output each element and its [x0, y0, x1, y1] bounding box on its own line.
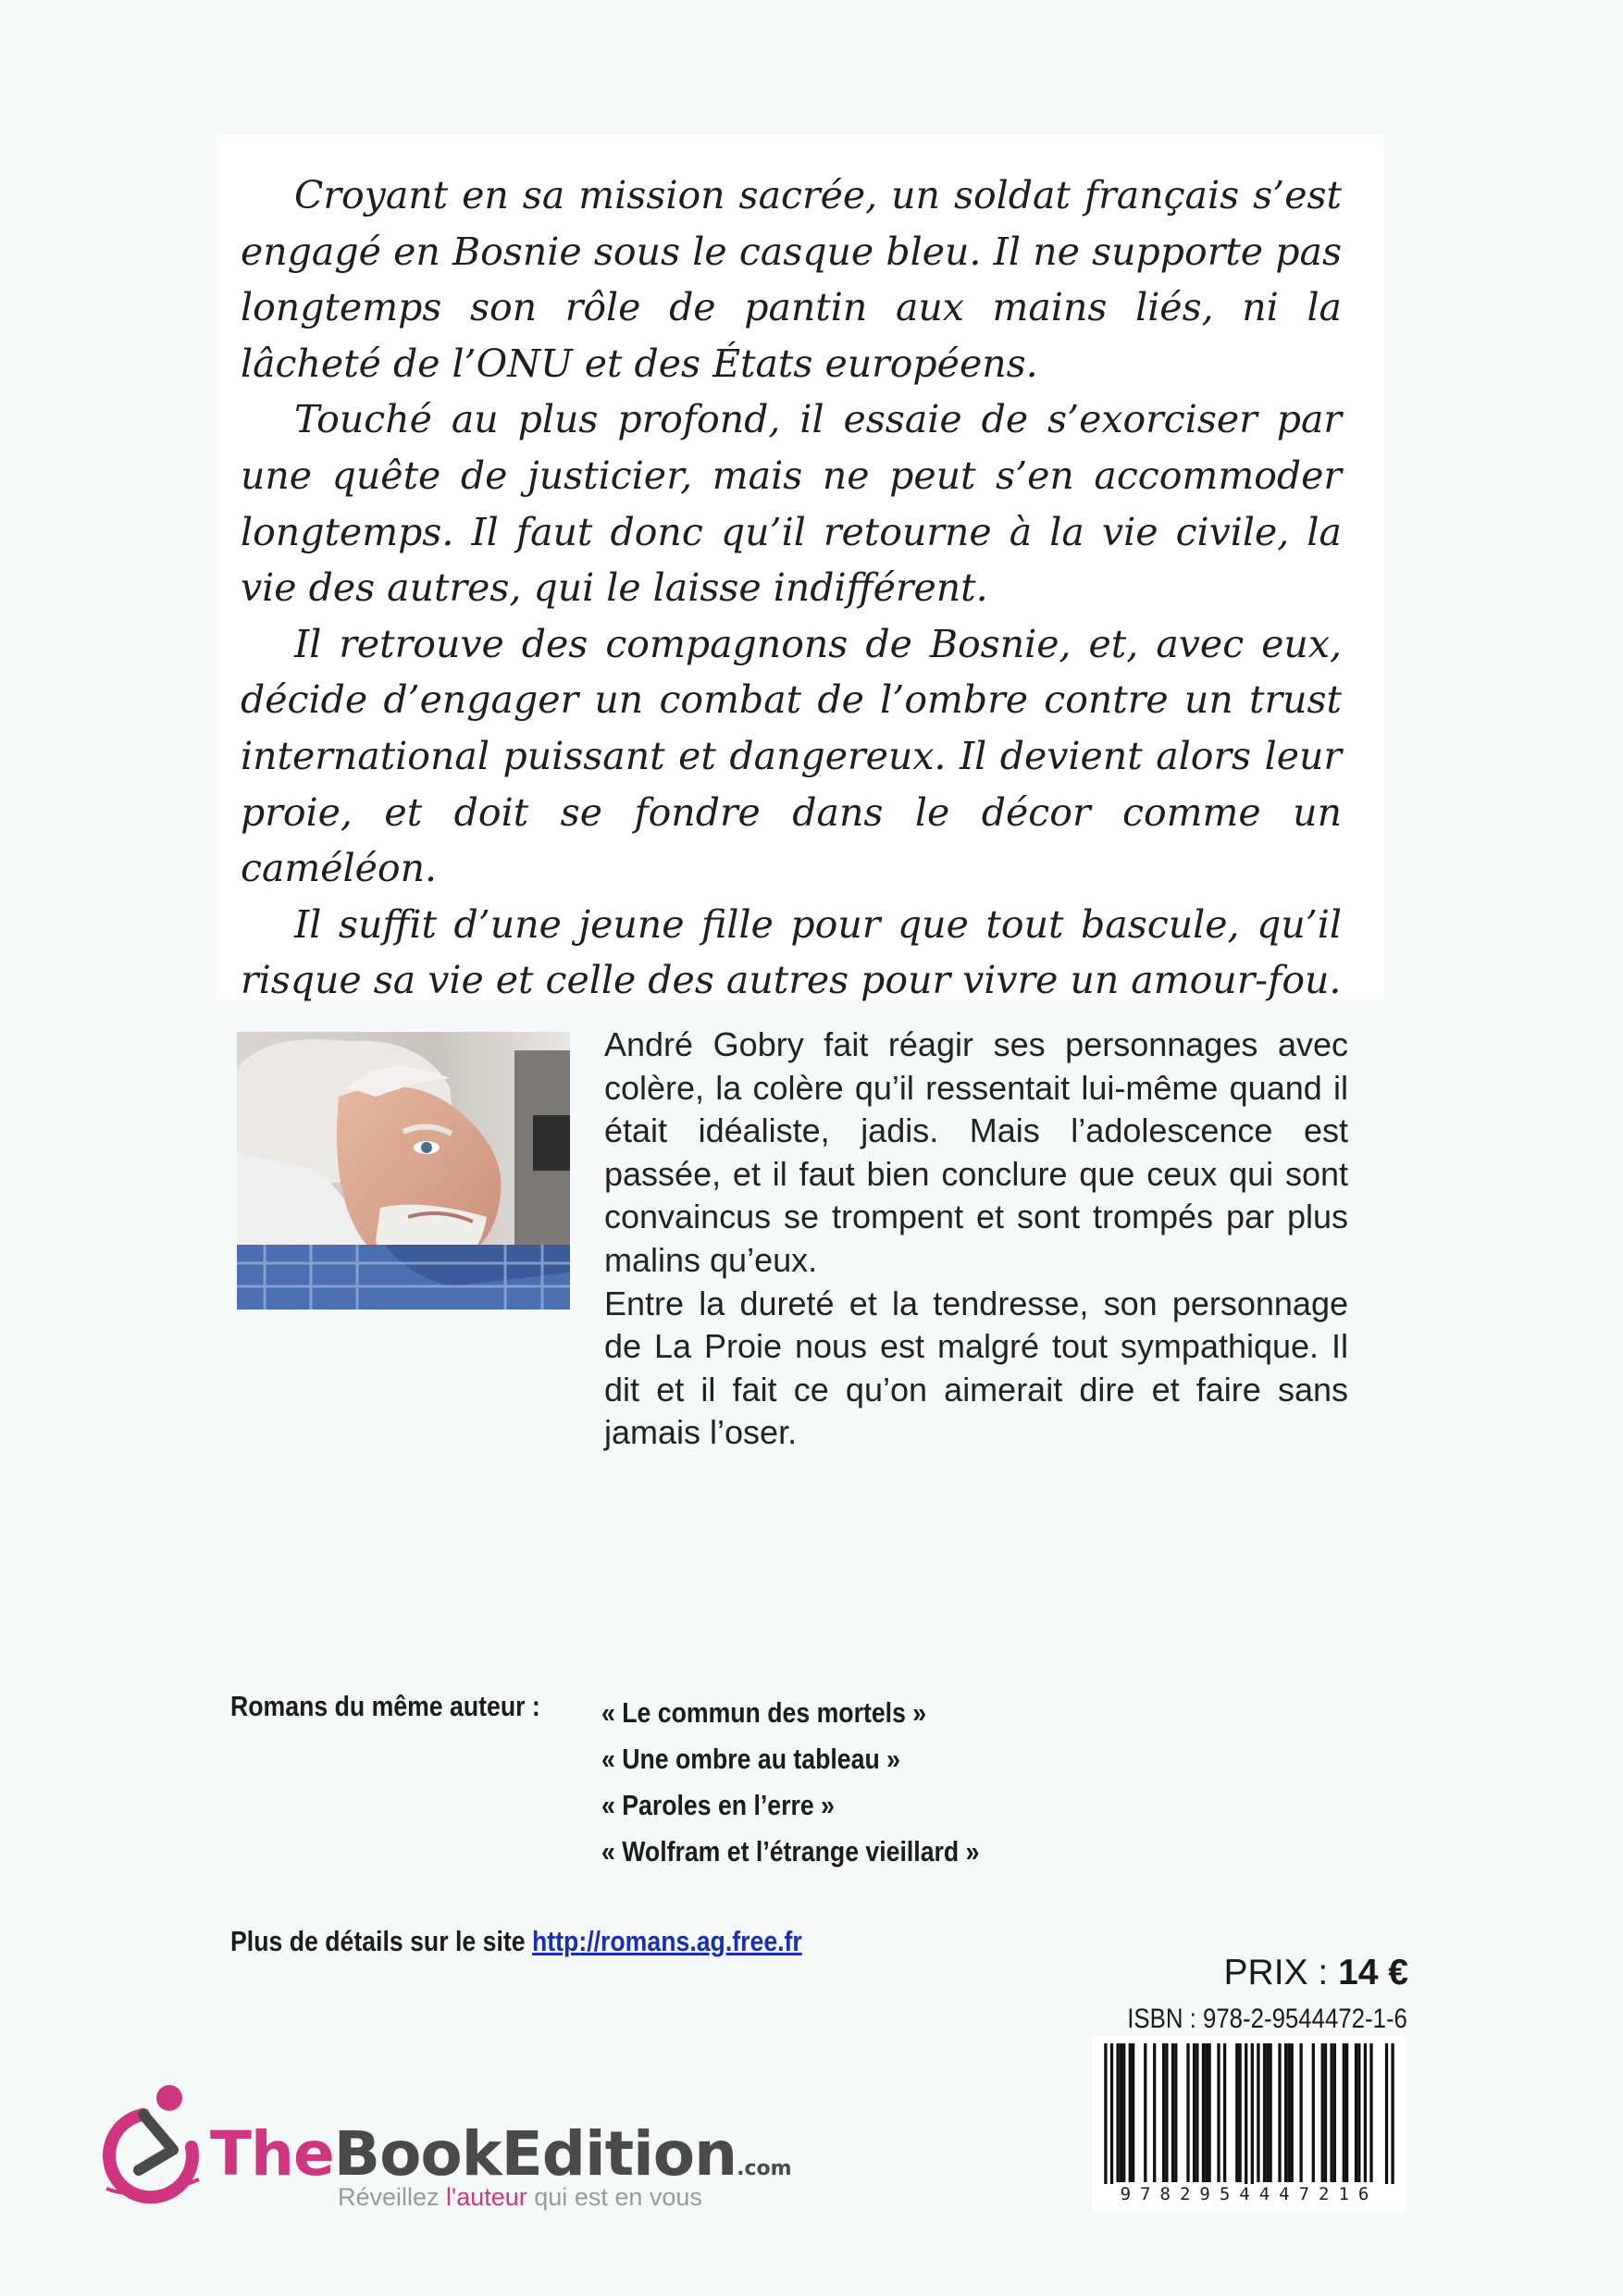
blurb-paragraph: Il retrouve des compagnons de Bosnie, et, avec eux, décide d’engager un combat de l’ombre contre un trust international puissant et dangereux. Il devient alors leur proie, et doit se fondre dans le décor comme un caméléon.	[241, 621, 1342, 891]
barcode-bar	[1132, 2043, 1134, 2182]
author-bio-paragraph: André Gobry fait réagir ses personnages avec colère, la colère qu’il ressentait lui-même quand il était idéaliste, jadis. Mais l’adolescence est passée, et il faut bien conclure que ceux qui sont convaincus se trompent et sont trompés par plus malins qu’eux.	[604, 1025, 1348, 1279]
barcode-bar	[1278, 2043, 1281, 2182]
author-photo	[237, 1032, 570, 1309]
barcode-bar	[1120, 2043, 1122, 2182]
author-portrait-image	[237, 1032, 570, 1309]
author-bio	[604, 1024, 1348, 1455]
barcode-bar	[1208, 2043, 1210, 2182]
barcode-bar	[1357, 2043, 1360, 2182]
barcode-bar	[1202, 2043, 1205, 2182]
novel-title: « Wolfram et l’étrange vieillard »	[601, 1835, 980, 1868]
author-bio-paragraph: Entre la dureté et la tendresse, son personnage de La Proie nous est malgré tout sympathique. Il dit et il fait ce qu’on aimerait dire et faire sans jamais l’oser.	[604, 1284, 1348, 1452]
barcode-bar	[1364, 2043, 1367, 2182]
barcode-bar	[1116, 2043, 1119, 2182]
barcode-bar	[1333, 2043, 1336, 2182]
price-label: PRIX :	[1223, 1953, 1329, 1992]
barcode-bar	[1217, 2043, 1220, 2182]
barcode-bar	[1251, 2043, 1254, 2201]
isbn-text: ISBN : 978-2-9544472-1-6	[1127, 2004, 1407, 2034]
barcode-bar	[1321, 2043, 1324, 2182]
barcode-bar	[1110, 2043, 1113, 2201]
barcode-bar	[1196, 2043, 1198, 2182]
barcode-bar	[1312, 2043, 1315, 2182]
barcode-bar	[1330, 2043, 1332, 2182]
price	[1224, 1953, 1408, 1993]
other-novels-label: Romans du même auteur :	[230, 1690, 540, 1722]
barcode-bar	[1269, 2043, 1271, 2182]
back-cover-blurb	[217, 134, 1384, 1003]
novel-title: « Le commun des mortels »	[601, 1696, 927, 1729]
barcode-bar	[1355, 2043, 1357, 2182]
barcode-bar	[1385, 2043, 1388, 2201]
barcode-bar	[1291, 2043, 1294, 2182]
barcode-bar	[1391, 2043, 1394, 2201]
barcode-digits: 9782954447216	[1092, 2184, 1406, 2204]
barcode-bar	[1165, 2043, 1168, 2182]
barcode-bar	[1171, 2043, 1174, 2182]
website-link[interactable]: http://romans.ag.free.fr	[531, 1925, 802, 1957]
blurb-paragraph: Croyant en sa mission sacrée, un soldat français s’est engagé en Bosnie sous le casque bleu. Il ne supporte pas longtemps son rôle de pantin aux mains liés, ni la lâcheté de l’ONU et des États européens.	[241, 173, 1342, 386]
barcode-bar	[1263, 2043, 1266, 2182]
barcode-bar	[1104, 2043, 1107, 2201]
barcode-bar	[1324, 2043, 1327, 2182]
barcode-bar	[1369, 2043, 1372, 2182]
barcode-bar	[1266, 2043, 1269, 2182]
barcode-bar	[1223, 2043, 1226, 2182]
website-prefix: Plus de détails sur le site	[230, 1925, 526, 1957]
blurb-paragraph: Il suffit d’une jeune fille pour que tout bascule, qu’il risque sa vie et celle des autres pour vivre un amour-fou.	[241, 901, 1342, 1003]
publisher-logo-mark-icon	[88, 2078, 208, 2207]
publisher-wordmark: TheBookEdition.com	[210, 2118, 792, 2190]
publisher-tagline: Réveillez l'auteur qui est en vous	[338, 2183, 702, 2211]
barcode-bar	[1205, 2043, 1208, 2182]
barcode-bar	[1345, 2043, 1348, 2182]
barcode-bar	[1299, 2043, 1302, 2182]
barcode-bar	[1174, 2043, 1177, 2182]
barcode-bar	[1144, 2043, 1146, 2182]
barcode-bar	[1238, 2043, 1241, 2182]
barcode-bar	[1284, 2043, 1287, 2182]
barcode-bar	[1287, 2043, 1290, 2182]
barcode-bar	[1162, 2043, 1165, 2182]
novel-title: « Une ombre au tableau »	[601, 1743, 900, 1775]
barcode-bar	[1193, 2043, 1196, 2182]
barcode-bar	[1235, 2043, 1238, 2182]
barcode-bar	[1153, 2043, 1156, 2182]
barcode-bar	[1257, 2043, 1259, 2182]
blurb-paragraph: Touché au plus profond, il essaie de s’exorciser par une quête de justicier, mais ne peut s’en accommoder longtemps. Il faut donc qu’il retourne à la vie civile, la vie des autres, qui le laisse indifférent.	[241, 397, 1342, 611]
website-line	[230, 1925, 802, 1958]
novel-title: « Paroles en l’erre »	[601, 1789, 835, 1821]
other-novels-list	[601, 1690, 1041, 1875]
barcode-bar	[1245, 2043, 1247, 2201]
barcode-bar	[1129, 2043, 1132, 2182]
price-value: 14 €	[1338, 1953, 1408, 1992]
barcode-bar	[1122, 2043, 1125, 2182]
barcode-bar	[1186, 2043, 1189, 2182]
barcode-bar	[1343, 2043, 1345, 2182]
publisher-logo	[88, 2078, 847, 2216]
